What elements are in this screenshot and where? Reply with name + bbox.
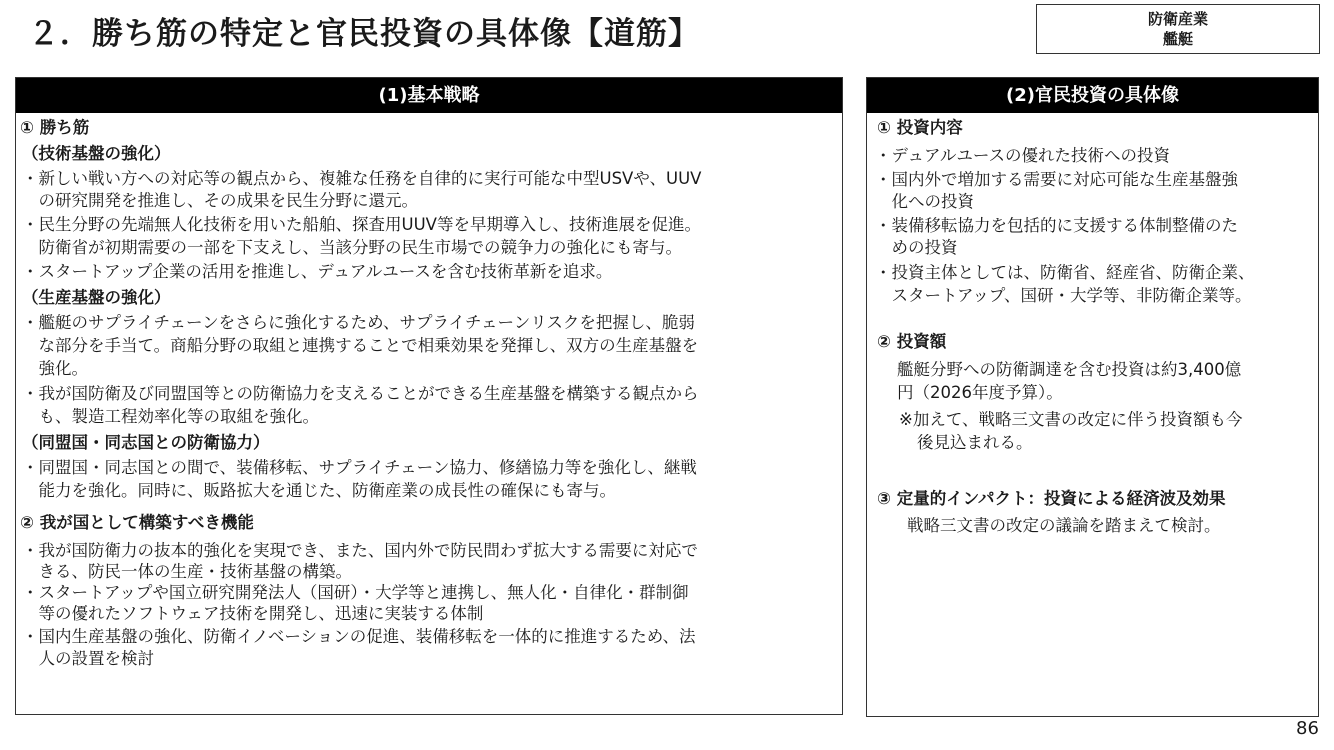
bullet-line-cont: めの投資 [875, 238, 958, 257]
bullet-line-cont: きる、防民一体の生産・技術基盤の構築。 [22, 562, 352, 581]
bullet-line-cont: 能力を強化。同時に、販路拡大を通じた、防衛産業の成長性の確保にも寄与。 [22, 481, 616, 500]
bullet-line-cont: スタートアップ、国研・大学等、非防衛企業等。 [875, 286, 1252, 305]
investment-amount-text: 艦艇分野への防衛調達を含む投資は約3,400億 [897, 360, 1242, 379]
subheading-production-base: （生産基盤の強化） [22, 288, 171, 307]
investment-amount-text: 円（2026年度予算）。 [897, 383, 1063, 402]
bullet-line: ・新しい戦い方への対応等の観点から、複雑な任務を自律的に実行可能な中型USVや、UUV [22, 169, 702, 188]
bullet-line-cont: 防衛省が初期需要の一部を下支えし、当該分野の民生市場での競争力の強化にも寄与。 [22, 238, 682, 257]
investment-detail-panel [866, 77, 1319, 717]
bullet-line: ・スタートアップや国立研究開発法人（国研）・大学等と連携し、無人化・自律化・群制御 [22, 583, 689, 602]
bullet-line-cont: な部分を手当て。商船分野の取組と連携することで相乗効果を発揮し、双方の生産基盤を [22, 336, 699, 355]
bullet-line-cont: も、製造工程効率化等の取組を強化。 [22, 407, 319, 426]
bullet-line: ・国内外で増加する需要に対応可能な生産基盤強 [875, 170, 1238, 189]
bullet-line: ・我が国防衛力の抜本的強化を実現でき、また、国内外で防民問わず拡大する需要に対応で [22, 541, 698, 560]
investment-detail-header: (2)官民投資の具体像 [867, 78, 1318, 113]
bullet-line: ・民生分野の先端無人化技術を用いた船舶、探査用UUV等を早期導入し、技術進展を促進。 [22, 215, 701, 234]
investment-note: ※加えて、戦略三文書の改定に伴う投資額も今 [899, 410, 1243, 429]
section-heading-investment-content: ① 投資内容 [877, 118, 963, 137]
basic-strategy-panel [15, 77, 843, 715]
investment-note: 後見込まれる。 [917, 433, 1033, 452]
bullet-line: ・同盟国・同志国との間で、装備移転、サプライチェーン協力、修繕協力等を強化し、継戦 [22, 458, 697, 477]
basic-strategy-header: (1)基本戦略 [16, 78, 842, 113]
bullet-line: ・我が国防衛及び同盟国等との防衛協力を支えることができる生産基盤を構築する観点から [22, 384, 699, 403]
bullet-line: ・艦艇のサプライチェーンをさらに強化するため、サプライチェーンリスクを把握し、脆弱 [22, 313, 695, 332]
impact-text: 戦略三文書の改定の議論を踏まえて検討。 [907, 516, 1221, 535]
bullet-line-cont: の研究開発を推進し、その成果を民生分野に還元。 [22, 191, 418, 210]
bullet-line: ・装備移転協力を包括的に支援する体制整備のた [875, 216, 1238, 235]
page-number: 86 [1296, 718, 1319, 739]
section-heading-quantitative-impact: ③ 定量的インパクト：投資による経済波及効果 [877, 489, 1226, 508]
bullet-line: ・投資主体としては、防衛省、経産省、防衛企業、 [875, 263, 1255, 282]
page-title: ２．勝ち筋の特定と官民投資の具体像【道筋】 [28, 16, 700, 52]
bullet-line-cont: 人の設置を検討 [22, 649, 154, 668]
bullet-line: ・デュアルユースの優れた技術への投資 [875, 146, 1171, 165]
subheading-alliance-cooperation: （同盟国・同志国との防衛協力） [22, 433, 270, 452]
section-heading-winning-path: ① 勝ち筋 [20, 118, 90, 137]
section-heading-national-functions: ② 我が国として構築すべき機能 [20, 513, 254, 532]
category-tag-vessel: 艦艇 [1162, 30, 1193, 48]
section-heading-investment-amount: ② 投資額 [877, 332, 947, 351]
bullet-line-cont: 強化。 [22, 359, 88, 378]
bullet-line: ・スタートアップ企業の活用を推進し、デュアルユースを含む技術革新を追求。 [22, 262, 613, 281]
category-tag-box [1036, 4, 1320, 54]
bullet-line-cont: 化への投資 [875, 192, 974, 211]
category-tag-industry: 防衛産業 [1147, 10, 1208, 28]
bullet-line-cont: 等の優れたソフトウェア技術を開発し、迅速に実装する体制 [22, 604, 484, 623]
bullet-line: ・国内生産基盤の強化、防衛イノベーションの促進、装備移転を一体的に推進するため、法 [22, 627, 696, 646]
subheading-tech-base: （技術基盤の強化） [22, 144, 171, 163]
